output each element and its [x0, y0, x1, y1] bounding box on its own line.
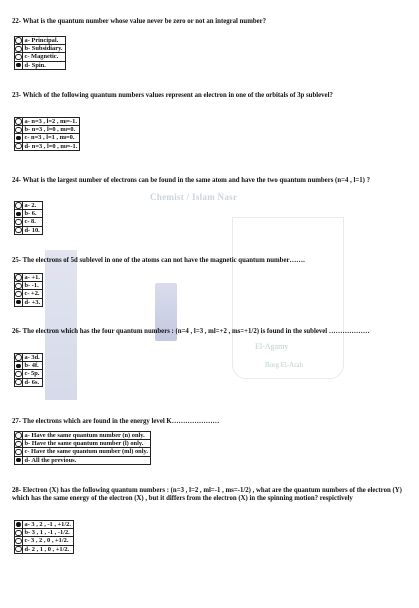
- option-row[interactable]: [15, 456, 151, 464]
- option-row[interactable]: [15, 282, 43, 290]
- question-24-options: [14, 201, 43, 235]
- question-24-text: 24- What is the largest number of electrons can be found in the same atom and have the two quantum numbers (n=4 , l=1) ?: [12, 177, 370, 184]
- watermark-badge: Borg El-Arab: [265, 361, 304, 369]
- option-marker[interactable]: [15, 202, 23, 210]
- option-marker[interactable]: [15, 53, 23, 61]
- option-marker[interactable]: [15, 448, 23, 456]
- option-row[interactable]: [15, 290, 43, 298]
- question-22-text: 22- What is the quantum number whose value never be zero or not an integral number?: [12, 18, 267, 25]
- option-marker[interactable]: [15, 45, 23, 53]
- option-marker[interactable]: [15, 440, 23, 448]
- option-marker[interactable]: [15, 370, 23, 378]
- option-row[interactable]: [15, 521, 74, 529]
- option-row[interactable]: [15, 362, 43, 370]
- option-row[interactable]: [15, 218, 43, 226]
- option-label: d- n=3 , l=0 , mₗ=-1.: [22, 142, 80, 150]
- option-marker[interactable]: [15, 226, 23, 234]
- option-label: a- n=3 , l=2 , mₗ=-1.: [22, 118, 80, 126]
- option-marker[interactable]: [15, 378, 23, 386]
- option-label: a- 2.: [22, 202, 42, 210]
- option-marker[interactable]: [15, 432, 23, 440]
- question-23-text: 23- Which of the following quantum numbers values represent an electron in one of the orbitals of 3p sublevel?: [12, 92, 333, 99]
- option-label: c- 5p.: [22, 370, 42, 378]
- watermark-beaker-image: [232, 217, 344, 379]
- option-row[interactable]: [15, 545, 74, 553]
- option-row[interactable]: [15, 45, 66, 53]
- question-27-options: [14, 431, 151, 465]
- option-label: c- Magnetic.: [22, 53, 65, 61]
- option-marker-selected[interactable]: [15, 134, 23, 142]
- option-marker[interactable]: [15, 118, 23, 126]
- question-25-text: 25- The electrons of 5d sublevel in one of the atoms can not have the magnetic quantum number…….: [12, 257, 305, 264]
- option-row[interactable]: [15, 448, 151, 456]
- option-marker[interactable]: [15, 218, 23, 226]
- option-row[interactable]: [15, 274, 43, 282]
- option-marker[interactable]: [15, 529, 23, 537]
- option-marker-selected[interactable]: [15, 521, 23, 529]
- option-row[interactable]: [15, 61, 66, 69]
- option-marker[interactable]: [15, 537, 23, 545]
- option-label: c- +2.: [22, 290, 43, 298]
- option-row[interactable]: [15, 118, 80, 126]
- option-label: d- 6s.: [22, 378, 42, 386]
- option-label: c- n=3 , l=1 , mₗ=0.: [22, 134, 80, 142]
- option-label: c- 8.: [22, 218, 42, 226]
- option-label: c- 3 , 2 , 0 , +1/2.: [22, 537, 73, 545]
- option-marker-selected[interactable]: [15, 298, 23, 306]
- option-label: a- 3 , 2 , -1 , +1/2.: [22, 521, 73, 529]
- question-26-options: [14, 353, 43, 387]
- option-marker[interactable]: [15, 354, 23, 362]
- question-28-options: [14, 520, 74, 554]
- watermark-shelf-image: [45, 250, 77, 400]
- option-marker-selected[interactable]: [15, 210, 23, 218]
- option-row[interactable]: [15, 298, 43, 306]
- option-label: c- Have the same quantum number (ml) only.: [22, 448, 150, 456]
- option-label: a- Principal.: [22, 37, 65, 45]
- option-label: b- 3 , 1 , -1 , -1/2.: [22, 529, 73, 537]
- option-label: b- n=3 , l=0 , mₗ=0.: [22, 126, 80, 134]
- option-marker[interactable]: [15, 142, 23, 150]
- option-row[interactable]: [15, 440, 151, 448]
- option-row[interactable]: [15, 378, 43, 386]
- option-row[interactable]: [15, 537, 74, 545]
- option-row[interactable]: [15, 126, 80, 134]
- option-marker-selected[interactable]: [15, 362, 23, 370]
- option-marker-selected[interactable]: [15, 61, 23, 69]
- option-row[interactable]: [15, 37, 66, 45]
- question-23-options: [14, 117, 80, 151]
- option-row[interactable]: [15, 134, 80, 142]
- option-row[interactable]: [15, 53, 66, 61]
- option-row[interactable]: [15, 226, 43, 234]
- option-label: d- 2 , 1 , 0 , +1/2.: [22, 545, 73, 553]
- option-row[interactable]: [15, 142, 80, 150]
- option-row[interactable]: [15, 529, 74, 537]
- option-label: b- -1.: [22, 282, 43, 290]
- option-label: d- Spin.: [22, 61, 65, 69]
- question-26-text: 26- The electron which has the four quantum numbers : (n=4 , l=3 , ml=+2 , ms=+1/2) is found in the sublevel ………………: [12, 328, 370, 335]
- option-marker[interactable]: [15, 274, 23, 282]
- option-row[interactable]: [15, 370, 43, 378]
- question-25-options: [14, 273, 43, 307]
- option-label: a- 3d.: [22, 354, 42, 362]
- option-label: a- Have the same quantum number (n) only.: [22, 432, 150, 440]
- option-label: d- All the previous.: [22, 456, 150, 464]
- option-marker[interactable]: [15, 290, 23, 298]
- option-label: b- 6.: [22, 210, 42, 218]
- option-row[interactable]: [15, 432, 151, 440]
- option-row[interactable]: [15, 210, 43, 218]
- watermark-title: Chemist / Islam Nasr: [150, 192, 238, 202]
- watermark-name: El-Agamy: [255, 342, 289, 351]
- question-28-text: 28- Electron (X) has the following quantum numbers : (n=3 , l=2 , ml=-1 , ms=-1/2) , what are the quantum numbers of the electron (Y) which has the same energy of the electron (X) , but it differs from the electron (X) in the spinning motion? respictively: [12, 487, 402, 503]
- question-27-text: 27- The electrons which are found in the energy level K…………………: [12, 418, 220, 425]
- option-label: b- Subsidiary.: [22, 45, 65, 53]
- option-marker[interactable]: [15, 37, 23, 45]
- option-label: b- Have the same quantum number (l) only.: [22, 440, 150, 448]
- option-label: d- 10.: [22, 226, 42, 234]
- option-marker[interactable]: [15, 545, 23, 553]
- option-label: d- +3.: [22, 298, 43, 306]
- option-label: b- 4f.: [22, 362, 42, 370]
- option-marker[interactable]: [15, 282, 23, 290]
- option-label: a- +1.: [22, 274, 43, 282]
- option-marker-selected[interactable]: [15, 456, 23, 464]
- question-22-options: [14, 36, 66, 70]
- option-row[interactable]: [15, 202, 43, 210]
- option-row[interactable]: [15, 354, 43, 362]
- option-marker[interactable]: [15, 126, 23, 134]
